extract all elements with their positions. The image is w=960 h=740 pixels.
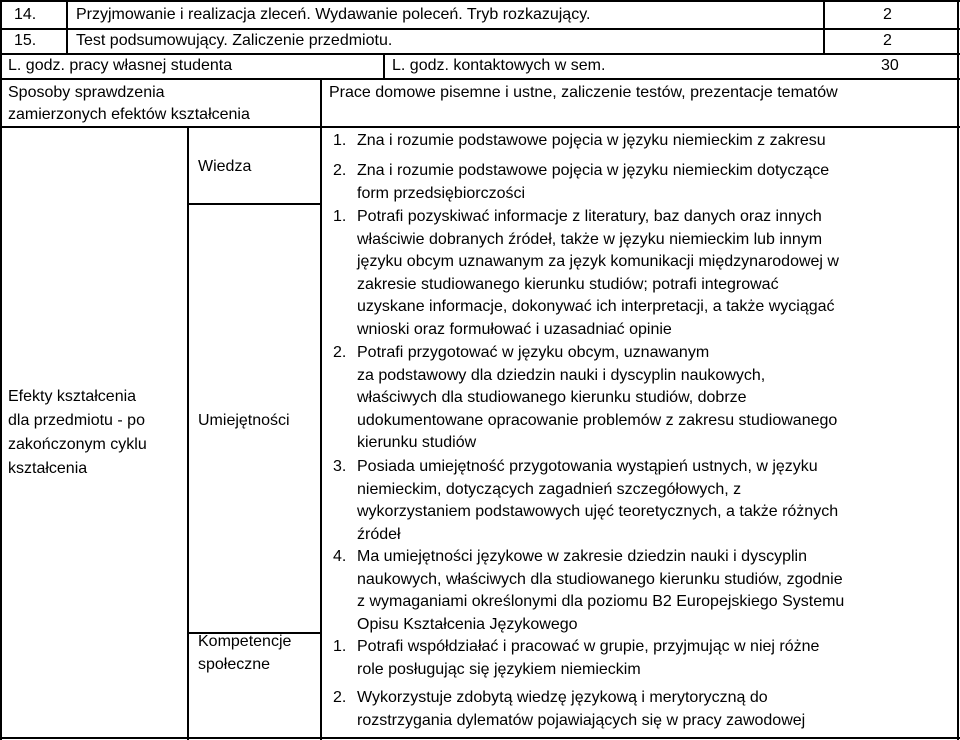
knowledge-label: Wiedza [198, 158, 252, 175]
rule [0, 737, 960, 739]
row-title: Test podsumowujący. Zaliczenie przedmiotu. [76, 32, 393, 49]
item-text: Opisu Kształcenia Językowego [357, 615, 578, 633]
social-item [333, 636, 819, 681]
item-text: języku obcym uznawanym za język komunikacji międzynarodowej w [357, 253, 839, 271]
item-text: Zna i rozumie podstawowe pojęcia w języku niemieckim z zakresu [357, 132, 826, 149]
row-hours: 2 [883, 6, 892, 23]
rule [0, 0, 2, 740]
item-number: 1. [333, 638, 347, 655]
outcomes-label: Efekty kształcenia [8, 388, 137, 405]
skills-item [333, 456, 838, 546]
rule [187, 126, 189, 740]
rule [0, 78, 960, 80]
item-text: role posługując się językiem niemieckim [357, 660, 641, 678]
outcomes-label: zakończonym cyklu [8, 436, 147, 453]
item-text: z wymaganiami określonymi dla poziomu B2 Europejskiego Systemu [357, 593, 845, 611]
item-text: Wykorzystuje zdobytą wiedzę językową i merytoryczną do [357, 689, 768, 706]
item-number: 4. [333, 548, 347, 565]
contact-hours-value: 30 [881, 57, 899, 74]
rule [0, 53, 960, 55]
rule [66, 0, 68, 55]
item-text: naukowych, właściwych dla studiowanego kierunku studiów, zgodnie [357, 570, 843, 588]
item-text: uzyskane informacje, dokonywać ich interpretacji, a także wyciągać [357, 298, 835, 316]
item-text: Zna i rozumie podstawowe pojęcia w języku niemieckim dotyczące [357, 162, 830, 179]
social-item [333, 687, 805, 732]
item-text: wnioski oraz formułować i uzasadniać opinie [357, 320, 672, 338]
verification-label: zamierzonych efektów kształcenia [8, 106, 250, 123]
verification-value: Prace domowe pisemne i ustne, zaliczenie testów, prezentacje tematów [329, 84, 838, 101]
rule [0, 28, 960, 30]
item-text: kierunku studiów [357, 434, 477, 452]
item-text: Potrafi współdziałać i pracować w grupie, przyjmując w niej różne [357, 638, 820, 655]
item-text: źródeł [357, 525, 401, 543]
item-text: zakresie studiowanego kierunku studiów; potrafi integrować [357, 275, 779, 293]
row-number: 15. [14, 32, 37, 49]
item-text: właściwych dla studiowanego kierunku studiów, dobrze [357, 389, 747, 407]
item-number: 2. [333, 162, 347, 179]
row-number: 14. [14, 6, 37, 23]
rule [0, 0, 960, 2]
rule [823, 0, 825, 55]
contact-hours-label: L. godz. kontaktowych w sem. [392, 57, 606, 74]
verification-label: Sposoby sprawdzenia [8, 84, 165, 101]
outcomes-label: dla przedmiotu - po [8, 412, 145, 429]
social-competence-label: społeczne [198, 656, 271, 673]
social-competence-label: Kompetencje [198, 633, 292, 650]
item-number: 2. [333, 689, 347, 706]
self-study-hours-label: L. godz. pracy własnej studenta [8, 57, 233, 74]
item-number: 3. [333, 458, 347, 475]
item-text: Ma umiejętności językowe w zakresie dziedzin nauki i dyscyplin [357, 548, 807, 565]
rule [320, 78, 322, 740]
row-hours: 2 [883, 32, 892, 49]
item-text: Posiada umiejętność przygotowania wystąpień ustnych, w języku [357, 458, 818, 475]
skills-item [333, 206, 839, 342]
item-number: 2. [333, 344, 347, 361]
rule [187, 203, 320, 205]
item-text: udokumentowane opracowanie problemów z zakresu studiowanego [357, 411, 838, 429]
item-text: rozstrzygania dylematów pojawiających się w pracy zawodowej [357, 711, 806, 729]
rule [383, 53, 385, 80]
item-text: form przedsiębiorczości [357, 184, 526, 202]
rule [957, 0, 959, 740]
item-number: 1. [333, 132, 347, 149]
item-text: Potrafi pozyskiwać informacje z literatury, baz danych oraz innych [357, 208, 822, 225]
item-number: 1. [333, 208, 347, 225]
skills-label: Umiejętności [198, 412, 290, 429]
outcomes-label: kształcenia [8, 460, 88, 477]
skills-item [333, 546, 844, 636]
item-text: właściwie dobranych źródeł, także w języku niemieckim lub innym [357, 230, 823, 248]
knowledge-item [333, 130, 826, 153]
rule [0, 126, 960, 128]
item-text: za podstawowy dla dziedzin nauki i dyscyplin naukowych, [357, 366, 766, 384]
item-text: wykorzystaniem podstawowych ujęć teoretycznych, a także różnych [357, 503, 839, 521]
item-text: Potrafi przygotować w języku obcym, uznawanym [357, 344, 710, 361]
knowledge-item [333, 160, 829, 205]
item-text: niemieckim, dotyczących zagadnień szczegółowych, z [357, 480, 742, 498]
skills-item [333, 342, 837, 455]
row-title: Przyjmowanie i realizacja zleceń. Wydawanie poleceń. Tryb rozkazujący. [76, 6, 591, 23]
